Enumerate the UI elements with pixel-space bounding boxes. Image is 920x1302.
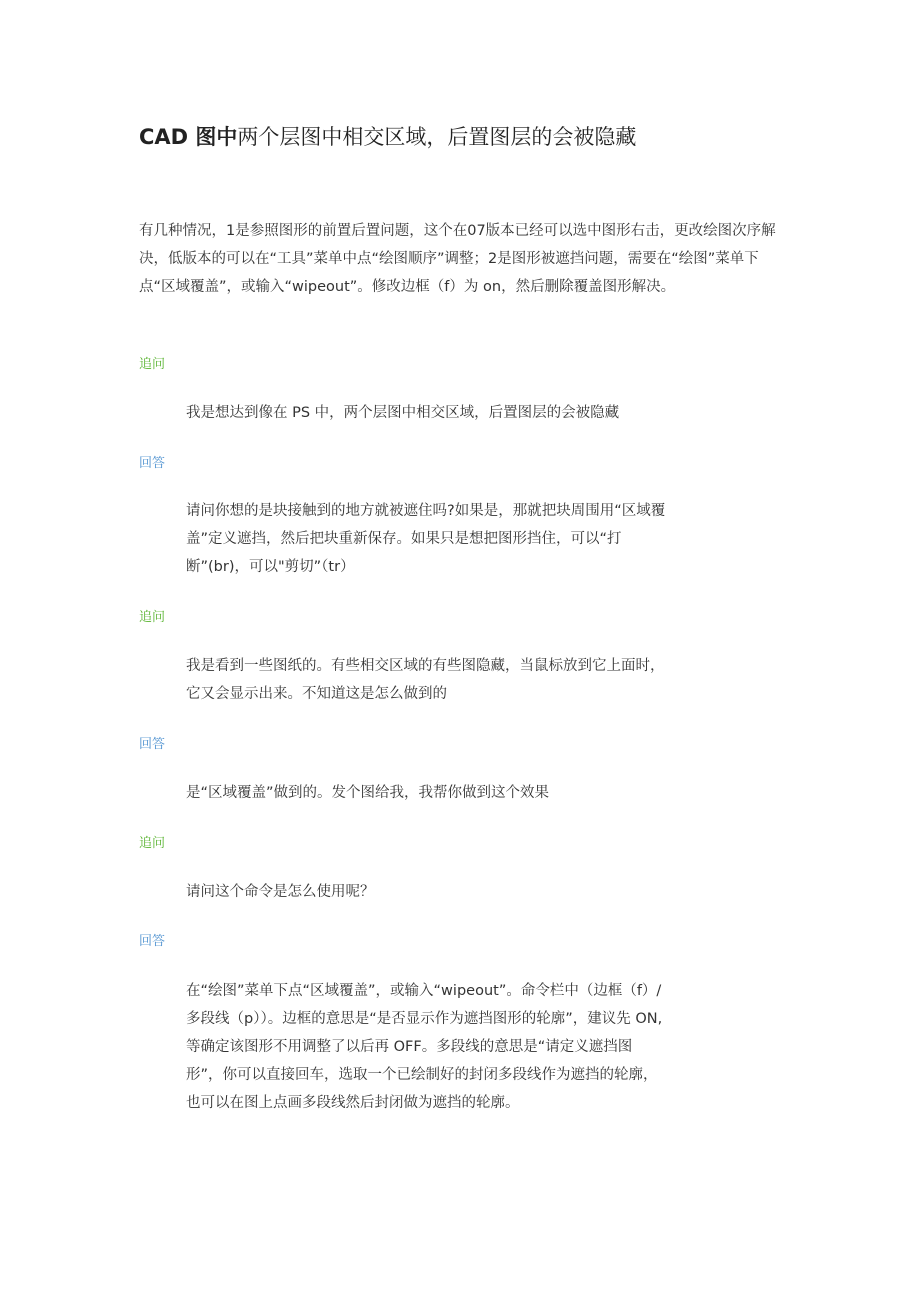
answer-text: 是“区域覆盖”做到的。发个图给我，我帮你做到这个效果: [186, 785, 550, 801]
page-title-rest: 两个层图中相交区域，后置图层的会被隐藏: [237, 125, 637, 149]
follow-up-label: 追问: [139, 357, 166, 372]
answer-text: 请问你想的是块接触到的地方就被遮住吗?如果是，那就把块周围用“区域覆盖”定义遮挡，然后把块重新保存。如果只是想把图形挡住，可以“打断”(br)，可以"剪切”（tr）: [186, 503, 666, 575]
page-title-bold: CAD 图中: [139, 125, 238, 149]
intro-paragraph: 有几种情况，1是参照图形的前置后置问题，这个在07版本已经可以选中图形右击，更改绘图次序解决，低版本的可以在“工具”菜单中点“绘图顺序”调整；2是图形被遮挡问题，需要在“绘图”菜单下点“区域覆盖”，或输入“wipeout”。修改边框（f）为 on，然后删除覆盖图形解决。: [139, 223, 776, 295]
follow-up-label: 追问: [139, 610, 166, 625]
answer-label: 回答: [139, 456, 166, 471]
follow-up-text: 我是想达到像在 PS 中，两个层图中相交区域，后置图层的会被隐藏: [186, 405, 620, 421]
answer-label: 回答: [139, 737, 166, 752]
follow-up-label: 追问: [139, 836, 166, 851]
answer-label: 回答: [139, 934, 166, 949]
page-title: [139, 121, 779, 153]
follow-up-text: 我是看到一些图纸的。有些相交区域的有些图隐藏，当鼠标放到它上面时，它又会显示出来。不知道这是怎么做到的: [186, 658, 665, 702]
answer-text: 在“绘图”菜单下点“区域覆盖”，或输入“wipeout”。命令栏中（边框（f）/多段线（p））。边框的意思是“是否显示作为遮挡图形的轮廓”，建议先 ON,等确定该图形不用调整了以后再 OFF。多段线的意思是“请定义遮挡图形”，你可以直接回车，选取一个已绘制好的封闭多段线作为遮挡的轮廓，也可以在图上点画多段线然后封闭做为遮挡的轮廓。: [186, 983, 663, 1111]
follow-up-text: 请问这个命令是怎么使用呢？: [186, 884, 375, 900]
